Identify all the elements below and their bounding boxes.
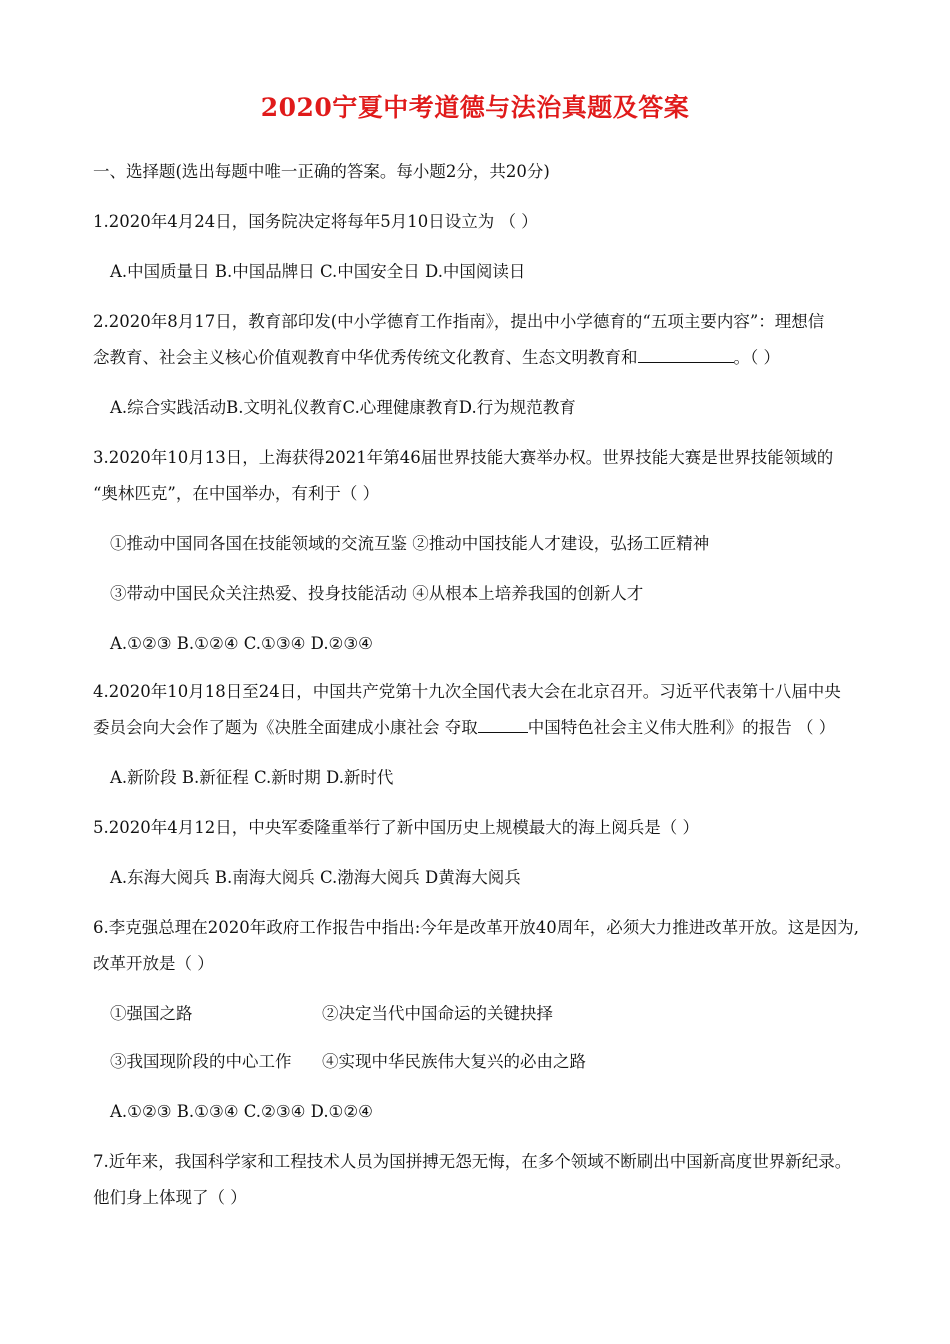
question-6-item-4: ④实现中华民族伟大复兴的必由之路: [322, 1052, 586, 1071]
question-7-stem-line1: 7.近年来，我国科学家和工程技术人员为国拼搏无怨无悔，在多个领域不断刷出中国新高度世界新纪录。: [93, 1152, 852, 1171]
question-3-stem-line1: 3.2020年10月13日，上海获得2021年第46届世界技能大赛举办权。世界技能大赛是世界技能领域的: [93, 448, 834, 467]
question-5-options: A.东海大阅兵 B.南海大阅兵 C.渤海大阅兵 D黄海大阅兵: [110, 868, 521, 887]
question-1-options: A.中国质量日 B.中国品牌日 C.中国安全日 D.中国阅读日: [110, 262, 526, 281]
question-6-stem-line1: 6.李克强总理在2020年政府工作报告中指出:今年是改革开放40周年，必须大力推进改革开放。这是因为,: [93, 918, 860, 937]
question-4-options: A.新阶段 B.新征程 C.新时期 D.新时代: [110, 768, 394, 787]
question-4-stem-text: 委员会向大会作了题为《决胜全面建成小康社会 夺取: [93, 718, 478, 737]
question-1-stem: 1.2020年4月24日，国务院决定将每年5月10日设立为 （ ）: [93, 212, 538, 231]
answer-blank: [638, 347, 734, 363]
question-3-stem-line2: “奥林匹克”，在中国举办，有利于（ ）: [93, 484, 380, 503]
question-6-options: A.①②③ B.①③④ C.②③④ D.①②④: [110, 1102, 373, 1121]
question-2-stem-line2: [93, 346, 780, 370]
section-heading: 一、选择题(选出每题中唯一正确的答案。每小题2分，共20分): [93, 162, 550, 181]
question-2-stem-tail: 。（ ）: [733, 348, 780, 367]
answer-blank: [478, 717, 528, 733]
question-6-item-1: ①强国之路: [110, 1004, 193, 1023]
question-7-stem-line2: 他们身上体现了（ ）: [93, 1188, 247, 1207]
question-4-stem-line1: 4.2020年10月18日至24日，中国共产党第十九次全国代表大会在北京召开。习近平代表第十八届中央: [93, 682, 841, 701]
question-3-items-line1: ①推动中国同各国在技能领域的交流互鉴 ②推动中国技能人才建设，弘扬工匠精神: [110, 534, 710, 553]
question-4-stem-line2: [93, 716, 835, 740]
question-6-item-2: ②决定当代中国命运的关键抉择: [322, 1004, 553, 1023]
question-6-item-3: ③我国现阶段的中心工作: [110, 1052, 292, 1071]
question-4-stem-tail: 中国特色社会主义伟大胜利》的报告 （ ）: [527, 718, 836, 737]
question-3-options: A.①②③ B.①②④ C.①③④ D.②③④: [110, 634, 373, 653]
question-6-stem-line2: 改革开放是（ ）: [93, 954, 214, 973]
question-5-stem: 5.2020年4月12日，中央军委隆重举行了新中国历史上规模最大的海上阅兵是（ ）: [93, 818, 699, 837]
page-title: 2020宁夏中考道德与法治真题及答案: [260, 93, 690, 122]
question-2-stem-line1: 2.2020年8月17日，教育部印发(中小学德育工作指南》，提出中小学德育的“五项主要内容”：理想信: [93, 312, 825, 331]
question-2-stem-text: 念教育、社会主义核心价值观教育中华优秀传统文化教育、生态文明教育和: [93, 348, 638, 367]
question-2-options: A.综合实践活动B.文明礼仪教育C.心理健康教育D.行为规范教育: [110, 398, 576, 417]
question-3-items-line2: ③带动中国民众关注热爱、投身技能活动 ④从根本上培养我国的创新人才: [110, 584, 644, 603]
